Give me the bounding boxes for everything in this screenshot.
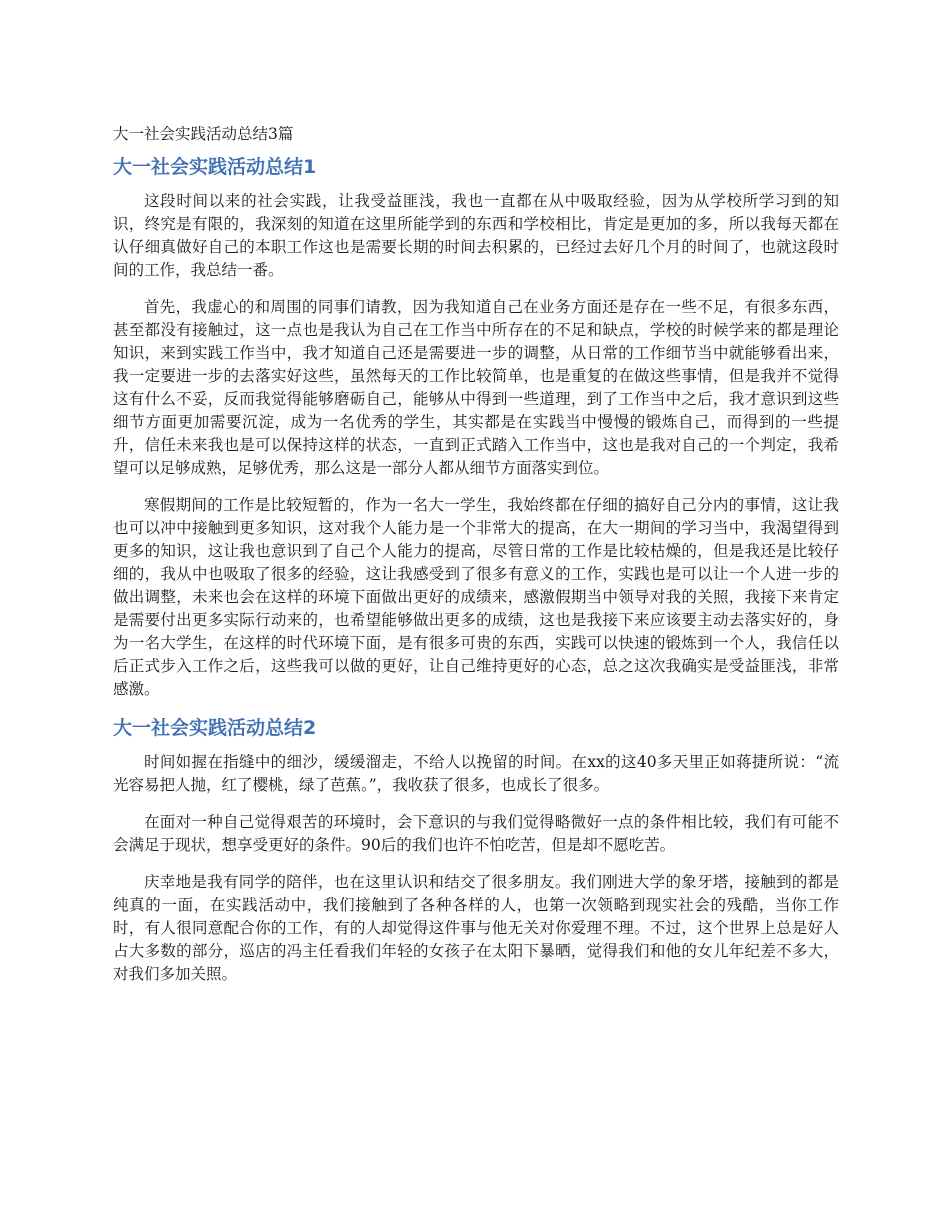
section-2-paragraph-3: 庆幸地是我有同学的陪伴，也在这里认识和结交了很多朋友。我们刚进大学的象牙塔，接触到的都是纯真的一面，在实践活动中，我们接触到了各种各样的人，也第一次领略到现实社会的残酷，当你工作时，有人很同意配合你的工作，有的人却觉得这件事与他无关对你爱理不理。不过，这个世界上总是好人占大多数的部分，巡店的冯主任看我们年轻的女孩子在太阳下暴晒，觉得我们和他的女儿年纪差不多大，对我们多加关照。 xyxy=(113,873,839,983)
section-1-paragraph-2: 首先，我虚心的和周围的同事们请教，因为我知道自己在业务方面还是存在一些不足，有很多东西，甚至都没有接触过，这一点也是我认为自己在工作当中所存在的不足和缺点，学校的时候学来的都是理论知识，来到实践工作当中，我才知道自己还是需要进一步的调整，从日常的工作细节当中就能够看出来，我一定要进一步的去落实好这些，虽然每天的工作比较简单，也是重复的在做这些事情，但是我并不觉得这有什么不妥，反而我觉得能够磨砺自己，能够从中得到一些道理，到了工作当中之后，我才意识到这些细节方面更加需要沉淀，成为一名优秀的学生，其实都是在实践当中慢慢的锻炼自己，而得到的一些提升，信任未来我也是可以保持这样的状态，一直到正式踏入工作当中，这也是我对自己的一个判定，我希望可以足够成熟，足够优秀，那么这是一部分人都从细节方面落实到位。 xyxy=(113,298,839,477)
section-1-paragraph-1: 这段时间以来的社会实践，让我受益匪浅，我也一直都在从中吸取经验，因为从学校所学习到的知识，终究是有限的，我深刻的知道在这里所能学到的东西和学校相比，肯定是更加的多，所以我每天都在认仔细真做好自己的本职工作这也是需要长期的时间去积累的，已经过去好几个月的时间了，也就这段时间的工作，我总结一番。 xyxy=(113,192,839,279)
section-2-paragraph-1: 时间如握在指缝中的细沙，缓缓溜走，不给人以挽留的时间。在xx的这40多天里正如蒋捷所说：“流光容易把人抛，红了樱桃，绿了芭蕉。”，我收获了很多，也成长了很多。 xyxy=(113,753,839,794)
document-page xyxy=(113,122,839,1000)
section-heading-2: 大一社会实践活动总结2 xyxy=(113,717,317,739)
section-1-paragraph-3: 寒假期间的工作是比较短暂的，作为一名大一学生，我始终都在仔细的搞好自己分内的事情，这让我也可以冲中接触到更多知识，这对我个人能力是一个非常大的提高，在大一期间的学习当中，我渴望得到更多的知识，这让我也意识到了自己个人能力的提高，尽管日常的工作是比较枯燥的，但是我还是比较仔细的，我从中也吸取了很多的经验，这让我感受到了很多有意义的工作，实践也是可以让一个人进一步的做出调整，未来也会在这样的环境下面做出更好的成绩来，感激假期当中领导对我的关照，我接下来肯定是需要付出更多实际行动来的，也希望能够做出更多的成绩，这也是我接下来应该要主动去落实好的，身为一名大学生，在这样的时代环境下面，是有很多可贵的东西，实践可以快速的锻炼到一个人，我信任以后正式步入工作之后，这些我可以做的更好，让自己维持更好的心态，总之这次我确实是受益匪浅，非常感激。 xyxy=(113,496,839,698)
document-title: 大一社会实践活动总结3篇 xyxy=(113,125,294,143)
section-heading-1: 大一社会实践活动总结1 xyxy=(113,156,317,178)
section-2-paragraph-2: 在面对一种自己觉得艰苦的环境时，会下意识的与我们觉得略微好一点的条件相比较，我们有可能不会满足于现状，想享受更好的条件。90后的我们也许不怕吃苦，但是却不愿吃苦。 xyxy=(113,813,839,854)
